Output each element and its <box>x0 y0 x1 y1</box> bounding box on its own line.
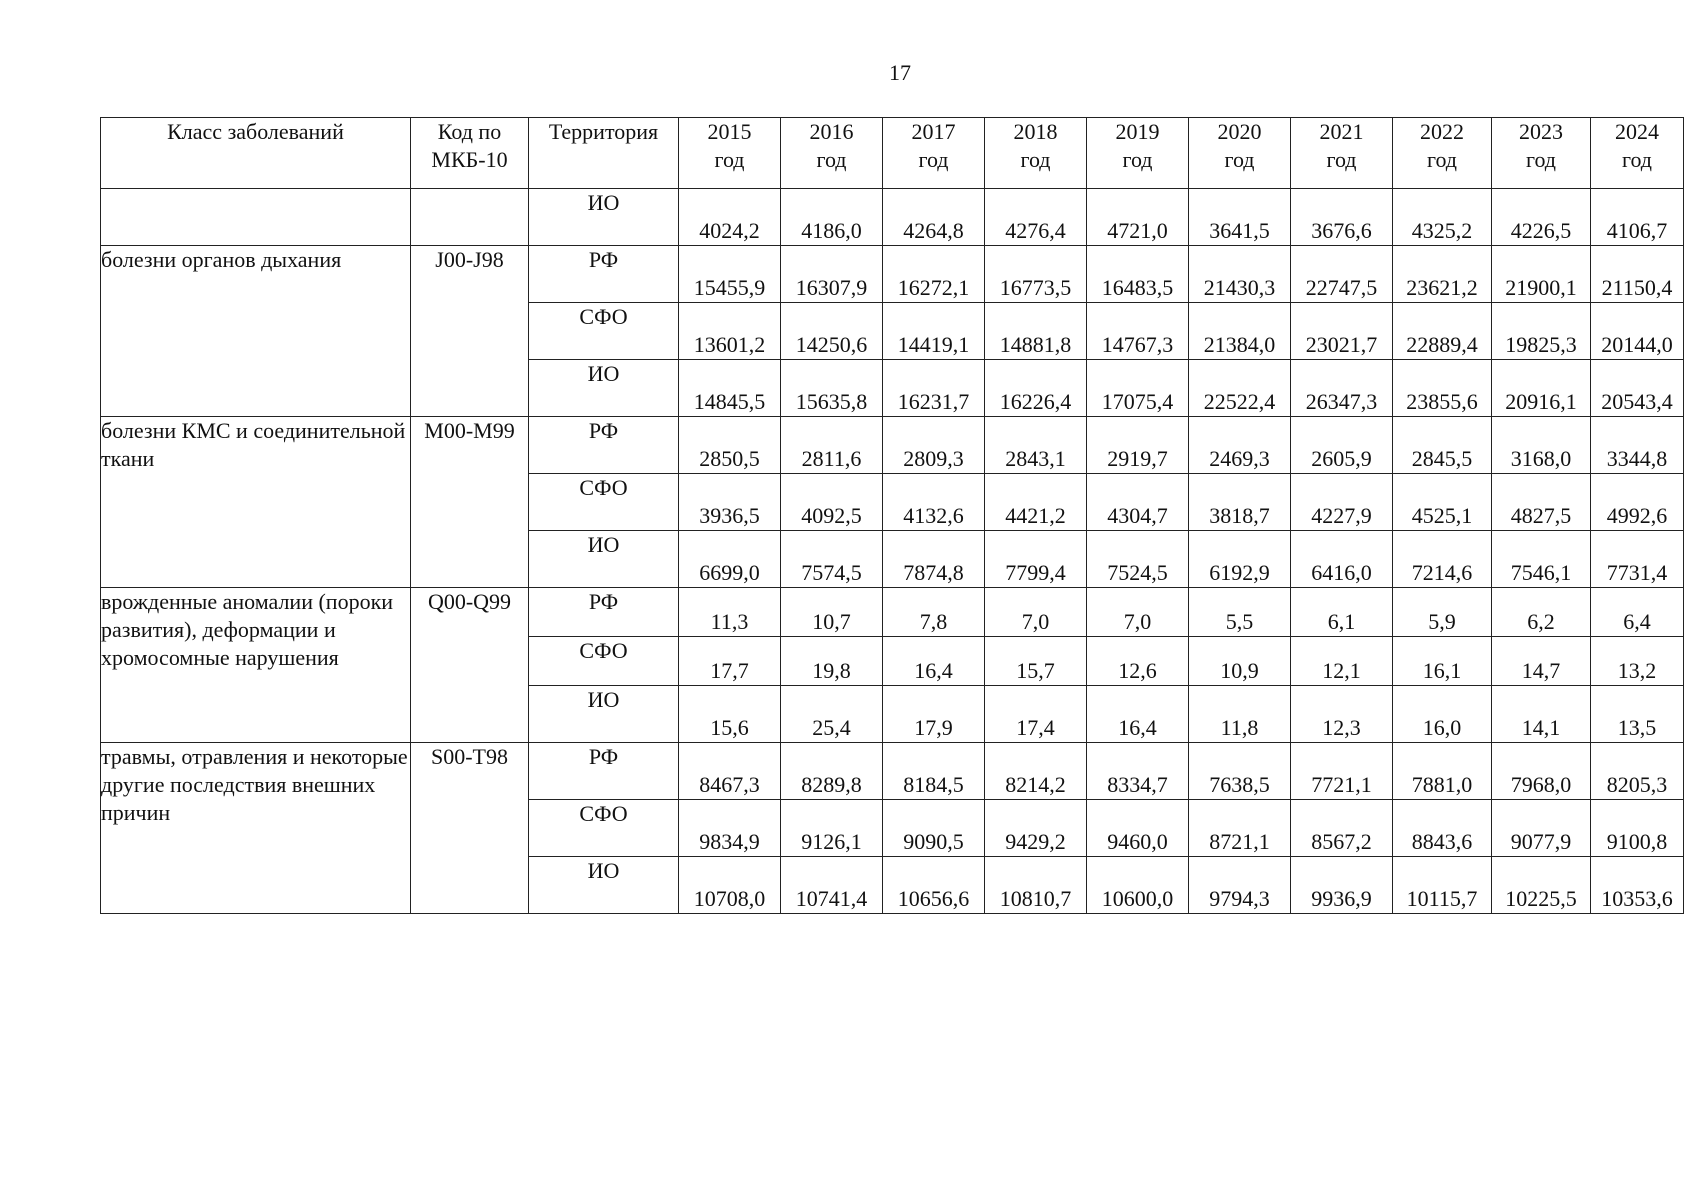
territory-cell: СФО <box>529 474 679 531</box>
value-cell: 4024,2 <box>679 189 781 246</box>
header-year-unit: год <box>714 147 745 172</box>
header-year-2016 <box>781 118 883 189</box>
header-year-label: 2019 <box>1115 119 1160 144</box>
value-cell: 3168,0 <box>1492 417 1591 474</box>
value-cell: 17,9 <box>883 686 985 743</box>
value-cell: 4525,1 <box>1393 474 1492 531</box>
header-year-2015 <box>679 118 781 189</box>
value-cell: 5,5 <box>1189 588 1291 637</box>
value-cell: 6416,0 <box>1291 531 1393 588</box>
header-year-2020 <box>1189 118 1291 189</box>
value-cell: 6699,0 <box>679 531 781 588</box>
territory-cell: СФО <box>529 800 679 857</box>
value-cell: 15,7 <box>985 637 1087 686</box>
table-row <box>101 743 1684 800</box>
disease-class-cell: болезни КМС и соединительной ткани <box>101 417 411 588</box>
value-cell: 7546,1 <box>1492 531 1591 588</box>
code-cell-empty <box>411 189 529 246</box>
header-year-2019 <box>1087 118 1189 189</box>
value-cell: 9936,9 <box>1291 857 1393 914</box>
value-cell: 6,2 <box>1492 588 1591 637</box>
value-cell: 16,4 <box>883 637 985 686</box>
value-cell: 7,0 <box>985 588 1087 637</box>
value-cell: 10810,7 <box>985 857 1087 914</box>
icd-code-cell: Q00-Q99 <box>411 588 529 743</box>
value-cell: 14845,5 <box>679 360 781 417</box>
value-cell: 4227,9 <box>1291 474 1393 531</box>
page-number: 17 <box>889 60 911 85</box>
header-year-2017 <box>883 118 985 189</box>
value-cell: 25,4 <box>781 686 883 743</box>
value-cell: 4721,0 <box>1087 189 1189 246</box>
value-cell: 10,7 <box>781 588 883 637</box>
class-cell-empty <box>101 189 411 246</box>
value-cell: 17,7 <box>679 637 781 686</box>
disease-class-cell: врожденные аномалии (пороки развития), деформации и хромосомные нарушения <box>101 588 411 743</box>
territory-cell: РФ <box>529 743 679 800</box>
value-cell: 16773,5 <box>985 246 1087 303</box>
value-cell: 5,9 <box>1393 588 1492 637</box>
value-cell: 12,1 <box>1291 637 1393 686</box>
value-cell: 26347,3 <box>1291 360 1393 417</box>
value-cell: 2469,3 <box>1189 417 1291 474</box>
value-cell: 21150,4 <box>1591 246 1684 303</box>
value-cell: 19,8 <box>781 637 883 686</box>
territory-cell: СФО <box>529 637 679 686</box>
value-cell: 13,5 <box>1591 686 1684 743</box>
header-year-unit: год <box>1020 147 1051 172</box>
value-cell: 20916,1 <box>1492 360 1591 417</box>
icd-code-cell: J00-J98 <box>411 246 529 417</box>
value-cell: 9429,2 <box>985 800 1087 857</box>
header-year-label: 2023 <box>1519 119 1563 144</box>
header-year-unit: год <box>1426 147 1458 172</box>
value-cell: 9460,0 <box>1087 800 1189 857</box>
value-cell: 8214,2 <box>985 743 1087 800</box>
table-row <box>101 588 1684 637</box>
value-cell: 17,4 <box>985 686 1087 743</box>
header-year-2024 <box>1591 118 1684 189</box>
icd-code-cell: M00-M99 <box>411 417 529 588</box>
value-cell: 14767,3 <box>1087 303 1189 360</box>
value-cell: 21900,1 <box>1492 246 1591 303</box>
value-cell: 4186,0 <box>781 189 883 246</box>
value-cell: 2919,7 <box>1087 417 1189 474</box>
header-year-label: 2017 <box>911 119 956 144</box>
value-cell: 14881,8 <box>985 303 1087 360</box>
value-cell: 7731,4 <box>1591 531 1684 588</box>
value-cell: 2811,6 <box>781 417 883 474</box>
value-cell: 10115,7 <box>1393 857 1492 914</box>
value-cell: 2845,5 <box>1393 417 1492 474</box>
value-cell: 9794,3 <box>1189 857 1291 914</box>
header-year-unit: год <box>1326 147 1357 172</box>
value-cell: 6192,9 <box>1189 531 1291 588</box>
value-cell: 10656,6 <box>883 857 985 914</box>
value-cell: 8467,3 <box>679 743 781 800</box>
value-cell: 7524,5 <box>1087 531 1189 588</box>
territory-cell: ИО <box>529 686 679 743</box>
value-cell: 4226,5 <box>1492 189 1591 246</box>
value-cell: 3641,5 <box>1189 189 1291 246</box>
value-cell: 9834,9 <box>679 800 781 857</box>
value-cell: 7968,0 <box>1492 743 1591 800</box>
header-year-label: 2015 <box>707 119 752 144</box>
value-cell: 4106,7 <box>1591 189 1684 246</box>
value-cell: 10741,4 <box>781 857 883 914</box>
value-cell: 10225,5 <box>1492 857 1591 914</box>
value-cell: 12,6 <box>1087 637 1189 686</box>
value-cell: 9126,1 <box>781 800 883 857</box>
header-year-unit: год <box>1122 147 1153 172</box>
value-cell: 10600,0 <box>1087 857 1189 914</box>
header-year-label: 2021 <box>1319 119 1364 144</box>
value-cell: 14,1 <box>1492 686 1591 743</box>
territory-cell: РФ <box>529 588 679 637</box>
value-cell: 16307,9 <box>781 246 883 303</box>
header-year-label: 2018 <box>1013 119 1058 144</box>
disease-class-cell: травмы, отравления и некоторые другие последствия внешних причин <box>101 743 411 914</box>
header-year-label: 2020 <box>1217 119 1262 144</box>
value-cell: 4276,4 <box>985 189 1087 246</box>
value-cell: 4325,2 <box>1393 189 1492 246</box>
table-row <box>101 417 1684 474</box>
header-year-2022 <box>1393 118 1492 189</box>
value-cell: 6,4 <box>1591 588 1684 637</box>
value-cell: 16,0 <box>1393 686 1492 743</box>
value-cell: 11,8 <box>1189 686 1291 743</box>
value-cell: 10708,0 <box>679 857 781 914</box>
header-row <box>101 118 1684 189</box>
value-cell: 8289,8 <box>781 743 883 800</box>
value-cell: 20144,0 <box>1591 303 1684 360</box>
table-row <box>101 246 1684 303</box>
value-cell: 3936,5 <box>679 474 781 531</box>
value-cell: 4827,5 <box>1492 474 1591 531</box>
value-cell: 6,1 <box>1291 588 1393 637</box>
territory-cell: ИО <box>529 857 679 914</box>
value-cell: 7721,1 <box>1291 743 1393 800</box>
value-cell: 3676,6 <box>1291 189 1393 246</box>
value-cell: 2809,3 <box>883 417 985 474</box>
value-cell: 4264,8 <box>883 189 985 246</box>
header-year-label: 2016 <box>809 119 854 144</box>
value-cell: 4132,6 <box>883 474 985 531</box>
value-cell: 15455,9 <box>679 246 781 303</box>
header-year-unit: год <box>816 147 847 172</box>
table-row <box>101 189 1684 246</box>
value-cell: 9100,8 <box>1591 800 1684 857</box>
value-cell: 22889,4 <box>1393 303 1492 360</box>
value-cell: 7638,5 <box>1189 743 1291 800</box>
header-icd-code-line2: МКБ-10 <box>431 147 508 172</box>
territory-cell: ИО <box>529 531 679 588</box>
territory-cell: ИО <box>529 360 679 417</box>
value-cell: 17075,4 <box>1087 360 1189 417</box>
value-cell: 14250,6 <box>781 303 883 360</box>
value-cell: 21384,0 <box>1189 303 1291 360</box>
header-icd-code-line1: Код по <box>437 119 502 144</box>
header-year-unit: год <box>918 147 949 172</box>
value-cell: 4304,7 <box>1087 474 1189 531</box>
value-cell: 22522,4 <box>1189 360 1291 417</box>
value-cell: 15,6 <box>679 686 781 743</box>
value-cell: 16483,5 <box>1087 246 1189 303</box>
value-cell: 14,7 <box>1492 637 1591 686</box>
value-cell: 8843,6 <box>1393 800 1492 857</box>
value-cell: 13601,2 <box>679 303 781 360</box>
value-cell: 9090,5 <box>883 800 985 857</box>
value-cell: 4992,6 <box>1591 474 1684 531</box>
icd-code-cell: S00-T98 <box>411 743 529 914</box>
value-cell: 20543,4 <box>1591 360 1684 417</box>
value-cell: 10,9 <box>1189 637 1291 686</box>
value-cell: 16272,1 <box>883 246 985 303</box>
value-cell: 8721,1 <box>1189 800 1291 857</box>
header-year-2021 <box>1291 118 1393 189</box>
value-cell: 9077,9 <box>1492 800 1591 857</box>
value-cell: 4092,5 <box>781 474 883 531</box>
territory-cell: СФО <box>529 303 679 360</box>
value-cell: 14419,1 <box>883 303 985 360</box>
value-cell: 19825,3 <box>1492 303 1591 360</box>
value-cell: 3818,7 <box>1189 474 1291 531</box>
value-cell: 12,3 <box>1291 686 1393 743</box>
value-cell: 22747,5 <box>1291 246 1393 303</box>
value-cell: 2605,9 <box>1291 417 1393 474</box>
value-cell: 7799,4 <box>985 531 1087 588</box>
header-year-2023 <box>1492 118 1591 189</box>
value-cell: 7881,0 <box>1393 743 1492 800</box>
disease-class-cell: болезни органов дыхания <box>101 246 411 417</box>
value-cell: 10353,6 <box>1591 857 1684 914</box>
header-year-unit: год <box>1525 147 1557 172</box>
value-cell: 16,4 <box>1087 686 1189 743</box>
value-cell: 7,8 <box>883 588 985 637</box>
value-cell: 16226,4 <box>985 360 1087 417</box>
header-year-label: 2024 <box>1615 119 1659 144</box>
value-cell: 2850,5 <box>679 417 781 474</box>
value-cell: 13,2 <box>1591 637 1684 686</box>
territory-cell: РФ <box>529 417 679 474</box>
value-cell: 8205,3 <box>1591 743 1684 800</box>
value-cell: 8567,2 <box>1291 800 1393 857</box>
header-year-unit: год <box>1621 147 1653 172</box>
value-cell: 8184,5 <box>883 743 985 800</box>
value-cell: 8334,7 <box>1087 743 1189 800</box>
value-cell: 16,1 <box>1393 637 1492 686</box>
value-cell: 3344,8 <box>1591 417 1684 474</box>
value-cell: 23621,2 <box>1393 246 1492 303</box>
value-cell: 23855,6 <box>1393 360 1492 417</box>
value-cell: 11,3 <box>679 588 781 637</box>
value-cell: 16231,7 <box>883 360 985 417</box>
header-year-unit: год <box>1224 147 1255 172</box>
header-year-2018 <box>985 118 1087 189</box>
territory-cell: ИО <box>529 189 679 246</box>
value-cell: 7874,8 <box>883 531 985 588</box>
value-cell: 7214,6 <box>1393 531 1492 588</box>
value-cell: 7,0 <box>1087 588 1189 637</box>
value-cell: 21430,3 <box>1189 246 1291 303</box>
territory-cell: РФ <box>529 246 679 303</box>
header-icd-code <box>411 118 529 189</box>
value-cell: 23021,7 <box>1291 303 1393 360</box>
value-cell: 4421,2 <box>985 474 1087 531</box>
morbidity-table <box>100 117 1684 914</box>
value-cell: 2843,1 <box>985 417 1087 474</box>
value-cell: 7574,5 <box>781 531 883 588</box>
header-territory: Территория <box>529 118 679 189</box>
value-cell: 15635,8 <box>781 360 883 417</box>
header-disease-class: Класс заболеваний <box>101 118 411 189</box>
header-year-label: 2022 <box>1420 119 1464 144</box>
